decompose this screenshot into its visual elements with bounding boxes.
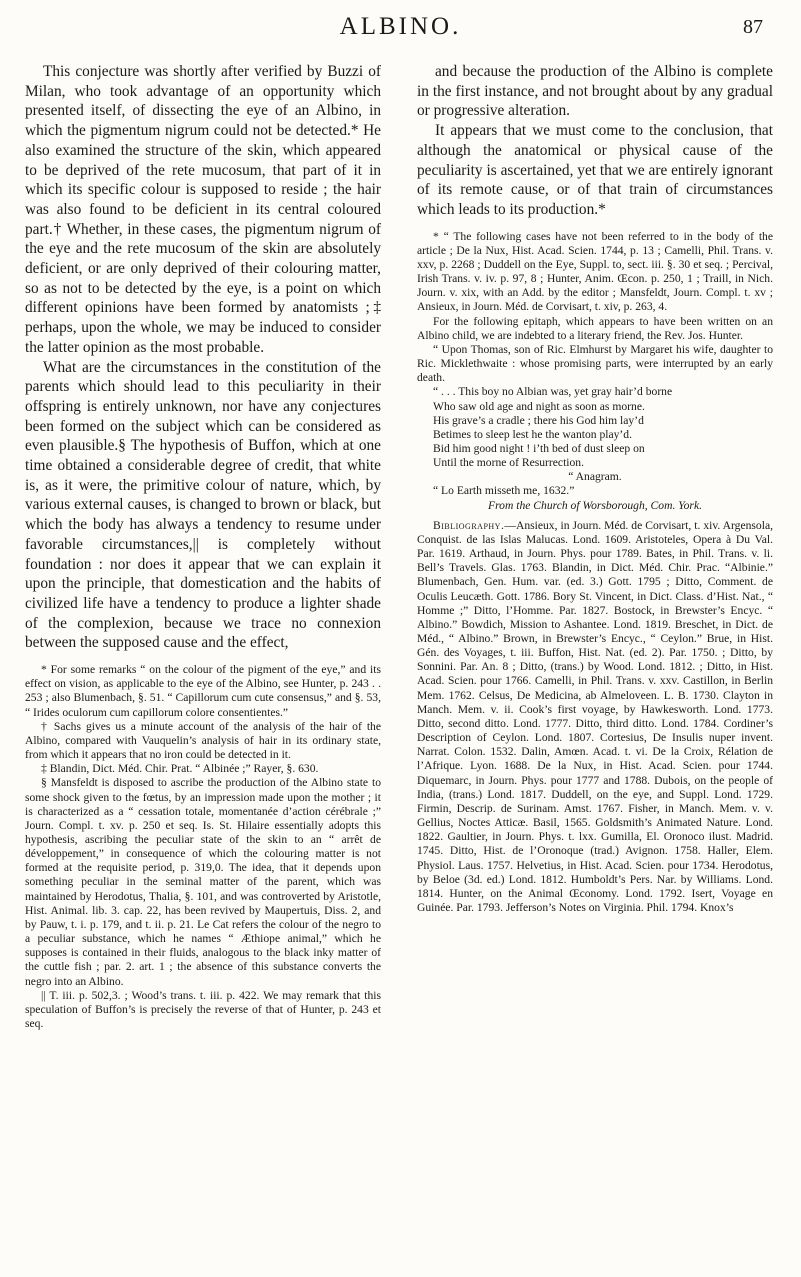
epitaph-line: “ . . . This boy no Albian was, yet gray hair’d borne	[433, 385, 673, 399]
running-head	[0, 10, 801, 44]
epitaph-line: His grave’s a cradle ; there his God him lay’d	[433, 413, 644, 427]
epitaph-line: Betimes to sleep lest he the wanton play’d.	[433, 427, 632, 441]
footnote: § Mansfeldt is disposed to ascribe the production of the Albino state to some shock given to the fœtus, by an impression made upon the mother ; it is characterized as a “ cessation totale, momentanée d’action cérébrale ;” Journ. Compl. t. xv. p. 250 et seq. Is. St. Hilaire essentially adopts this hypothesis, ascribing the peculiar state of the skin to an “ arrêt de développement,” in consequence of which the colouring matter is not formed at the requisite period, p. 319,0. The idea, that it depends upon something peculiar in the seminal matter of the parent, which was maintained by Herodotus, Thalia, §. 101, and was controverted by Aristotle, Hist. Animal. lib. 3. cap. 22, has been revived by Maupertuis, Diss. 2, and by Pauw, t. i. p. 179, and t. ii. p. 21. Le Cat refers the colour of the negro to a peculiar substance, which he names “ Æthiope animal,” which he supposes is contained in their fluids, analogous to the black inky matter of the cuttle fish ; par. 2. art. 1 ; the absence of this substance converts the negro into an Albino.	[25, 776, 381, 988]
epitaph-line: Until the morne of Resurrection.	[433, 456, 585, 470]
anagram-label: “ Anagram.	[568, 470, 622, 484]
epitaph-line: Who saw old age and night as soon as morne.	[433, 399, 645, 413]
epitaph-line: Bid him good night ! i’th bed of dust sleep on	[433, 441, 645, 455]
footnote: “ Upon Thomas, son of Ric. Elmhurst by Margaret his wife, daughter to Ric. Micklethwaite : whose promising parts, were interrupted by an early death.	[417, 342, 773, 385]
body-paragraph: What are the circumstances in the constitution of the parents which should lead to this peculiarity in their offspring is entirely unknown, nor have any conjectures been formed on the subject which can be considered as even plausible.§ The hypothesis of Buffon, which at one time obtained a considerable degree of credit, that white is, as it were, the primitive colour of nature, which, by various external causes, is changed to brown or black, but which the body has always a tendency to resume under favorable circumstances,|| is completely without foundation : nor does it appear that we can explain it upon the principle, that domestication and the habits of civilized life have a tendency to produce a lighter shade of the complexion, because we trace no connexion between the supposed cause and the effect,	[25, 358, 381, 652]
left-column	[25, 62, 381, 1262]
page-number: 87	[743, 16, 763, 38]
right-column	[417, 62, 773, 1262]
bibliography	[417, 519, 773, 915]
body-paragraph: It appears that we must come to the conclusion, that although the anatomical or physical cause of the peculiarity is ascertained, yet that we are entirely ignorant of its remote cause, or of that train of circumstances which leads to its production.*	[417, 122, 773, 218]
footnote: † Sachs gives us a minute account of the analysis of the hair of the Albino, compared with Vauquelin’s analysis of hair in its ordinary state, from which it appears that no iron could be detected in it.	[25, 719, 381, 762]
footnote: * For some remarks “ on the colour of the pigment of the eye,” and its effect on vision, as applicable to the eye of the Albino, see Hunter, p. 243 . . 253 ; also Blumenbach, §. 51. “ Capillorum cum cute consensus,” and §. 53, “ Irides oculorum cum capillorum colore consentientes.”	[25, 663, 381, 719]
body-paragraph: This conjecture was shortly after verified by Buzzi of Milan, who took advantage of an opportunity which presented itself, of dissecting the eye of an Albino, in which the pigmentum nigrum could not be detected.* He also examined the structure of the skin, which appeared to be deprived of the rete mucosum, that part of it in which its specific colour is supposed to reside ; the hair was also found to be deficient in its central coloured part.† Whether, in these cases, the pigmentum nigrum of the eye and the rete mucosum of the skin are absolutely deficient, or are only deprived of their colouring matter, so as not to be detected by the eye, is a point on which different opinions have been formed by anatomists ;‡ perhaps, upon the whole, we may be induced to consider the latter opinion as the most probable.	[25, 63, 381, 356]
page-title: ALBINO.	[339, 13, 462, 40]
footnote: || T. iii. p. 502,3. ; Wood’s trans. t. iii. p. 422. We may remark that this speculation of Buffon’s is precisely the reverse of that of Hunter, p. 243 et seq.	[25, 988, 381, 1030]
bibliography-label: Bibliography.	[433, 518, 505, 532]
footnote: ‡ Blandin, Dict. Méd. Chir. Prat. “ Albinée ;” Rayer, §. 630.	[41, 762, 319, 776]
bibliography-text: —Ansieux, in Journ. Méd. de Corvisart, t. xiv. Argensola, Conquist. de las Islas Malucas. Lond. 1609. Aristoteles, Opera à Du Val. Par. 1619. Arthaud, in Journ. Phys. pour 1789. Bates, in Phil. Trans. v. li. Bell’s Travels. Glas. 1763. Blandin, in Dict. Méd. Chir. Prac. “Albinie.” Blumenbach, Gen. Hum. var. (ed. 3.) Gott. 1795 ; Ditto, Comment. de Oculis Leucæth. Gott. 1786. Bory St. Vincent, in Dict. Class. d’Hist. Nat., “ Homme ;” Ditto, l’Homme. Par. 1827. Bostock, in Brewster’s Encyc. “ Albino.” Bowdich, Mission to Ashantee. Lond. 1819. Breschet, in Dict. de Méd., “ Albino.” Brown, in Brewster’s Encyc., “ Ceylon.” Brue, in Hist. Gén. des Voyages, t. iii. Buffon, Hist. Nat. (ed. 2). Par. 1750. ; Ditto, by Sonnini. Par. An. 8 ; Ditto, (trans.) by Wood. Lond. 1812. ; Ditto, in Hist. Acad. Scien. pour 1766. Camelli, in Phil. Trans. v. xxv. Castillon, in Berlin Mem. 1762. Celsus, De Medicina, ab Almeloveen. L. B. 1730. Clayton in Manch. Mem. v. ii. Cook’s first voyage, by Hawkesworth. Lond. 1773. Ditto, second ditto. Lond. 1777. Ditto, third ditto. Lond. 1784. Cordiner’s Description of Ceylon. Lond. 1807. Cortesius, De Insulis nuper invent. Narrat. Colon. 1532. Dalin, Amœn. Acad. t. vi. De la Croix, Rélation de l’Afrique. Lyon. 1688. De la Nux, in Hist. Acad. Scien. pour 1744. Diquemarc, in Journ. Phys. pour 1777 and 1788. Dubois, on the people of India, (trans.) Lond. 1817. Duddell, on the eye, and Suppl. Lond. 1729. Firmin, Descrip. de Surinam. Amst. 1767. Fisher, in Manch. Mem. v. v. Gellius, Noctes Atticæ. Basil, 1565. Goldsmith’s Animated Nature. Lond. 1822. Gaultier, in Journ. Phys. t. lxx. Gumilla, El. Oronoco ilust. Madrid. 1745. Ditto, Hist. de l’Oronoque (trad.) Avignon. 1758. Haller, Elem. Physiol. Laus. 1757. Helvetius, in Hist. Acad. Scien. pour 1734. Herodotus, by Beloe (3d. ed.) Lond. 1812. Humboldt’s Pers. Nar. by Williams. Lond. 1814. Hunter, on the Animal Œconomy. Lond. 1792. Isert, Voyage en Guinée. Par. 1793. Jefferson’s Notes on Virginia. Phil. 1794. Knox’s	[417, 518, 773, 914]
body-paragraph: and because the production of the Albino is complete in the first instance, and not brought about by any gradual or progressive alteration.	[417, 63, 773, 120]
footnote: * “ The following cases have not been referred to in the body of the article ; De la Nux, Hist. Acad. Scien. 1744, p. 13 ; Camelli, Phil. Trans. v. xxv, p. 2268 ; Duddell on the Eye, Suppl. to, sect. iii. §. 30 et seq. ; Percival, Irish Trans. v. iv. p. 97, 8 ; Hunter, Anim. Œcon. p. 250, 1 ; Traill, in Nich. Journ. v. xix, with an Add. by the editor ; Mansfeldt, Journ. Compl. t. xv ; Ansieux, in Journ. Méd. de Corvisart, t. xiv, p. 263, 4.	[417, 229, 773, 314]
anagram-line: “ Lo Earth misseth me, 1632.”	[433, 484, 575, 498]
epitaph-source: From the Church of Worsborough, Com. York.	[488, 498, 702, 512]
footnote: For the following epitaph, which appears to have been written on an Albino child, we are indebted to a literary friend, the Rev. Jos. Hunter.	[417, 314, 773, 342]
